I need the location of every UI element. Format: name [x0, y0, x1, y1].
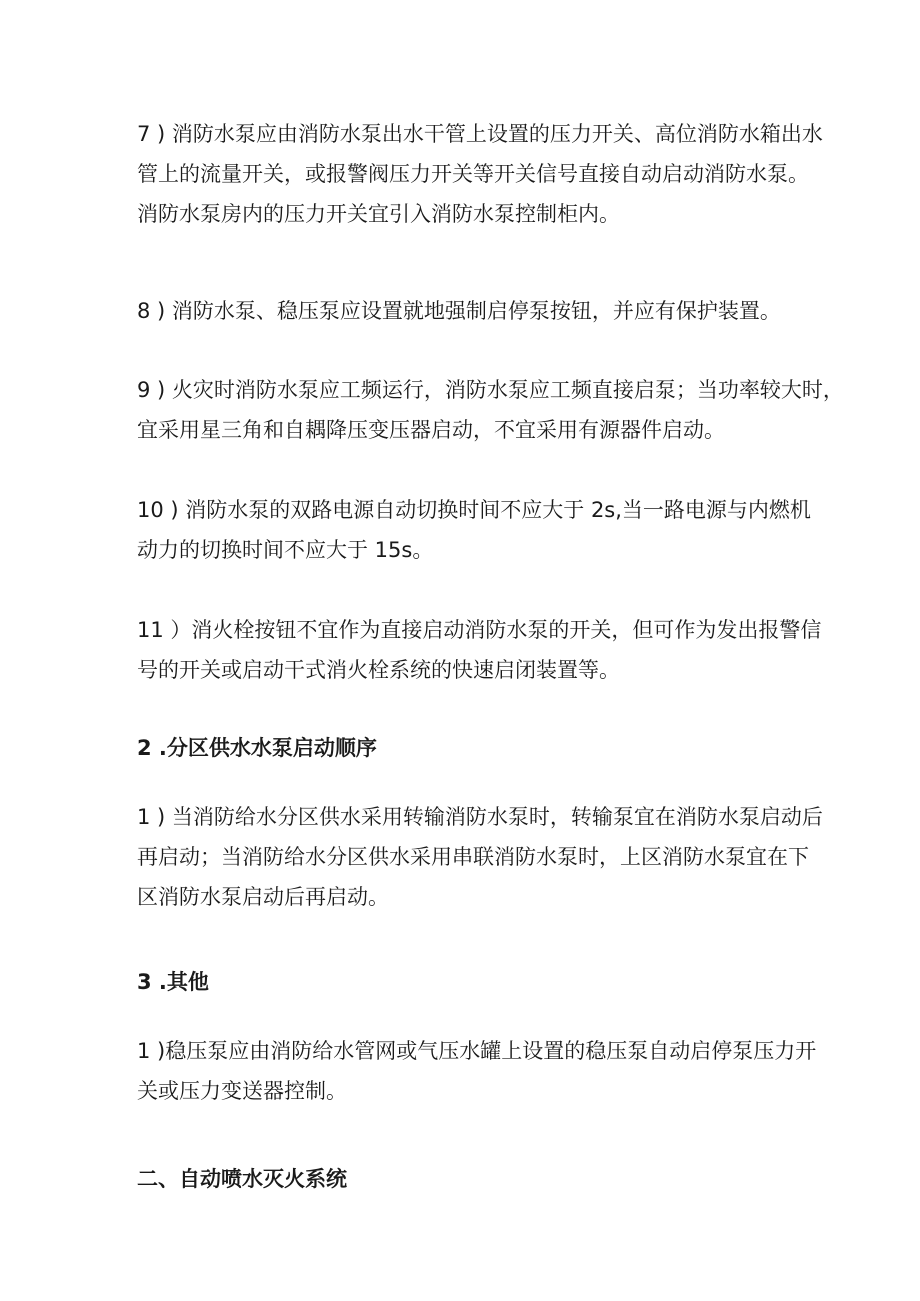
text-line: 1 )稳压泵应由消防给水管网或气压水罐上设置的稳压泵自动启停泵压力开	[137, 1039, 817, 1063]
section-heading-sprinkler	[137, 1159, 797, 1199]
text-line: 管上的流量开关，或报警阀压力开关等开关信号直接自动启动消防水泵。	[137, 162, 809, 186]
heading-text: 2 .分区供水水泵启动顺序	[137, 736, 377, 760]
section-heading-2	[137, 728, 797, 768]
text-line: 宜采用星三角和自耦降压变压器启动，不宜采用有源器件启动。	[137, 418, 725, 442]
text-line: 9 ) 火灾时消防水泵应工频运行，消防水泵应工频直接启泵；当功率较大时，	[137, 378, 844, 402]
paragraph-item-8	[137, 291, 797, 331]
text-line: 动力的切换时间不应大于 15s。	[137, 538, 434, 562]
text-line: 消防水泵房内的压力开关宜引入消防水泵控制柜内。	[137, 202, 620, 226]
paragraph-zoned-supply	[137, 797, 823, 917]
text-line: 7 ) 消防水泵应由消防水泵出水干管上设置的压力开关、高位消防水箱出水	[137, 122, 823, 146]
text-line: 关或压力变送器控制。	[137, 1079, 347, 1103]
section-heading-3	[137, 962, 797, 1002]
paragraph-item-10	[137, 490, 811, 570]
text-line: 10 ) 消防水泵的双路电源自动切换时间不应大于 2s,当一路电源与内燃机	[137, 498, 811, 522]
paragraph-item-9	[137, 370, 844, 450]
heading-text: 二、自动喷水灭火系统	[137, 1167, 347, 1191]
paragraph-item-7	[137, 114, 823, 234]
text-line: 8 ) 消防水泵、稳压泵应设置就地强制启停泵按钮，并应有保护装置。	[137, 299, 781, 323]
text-line: 再启动；当消防给水分区供水采用串联消防水泵时，上区消防水泵宜在下	[137, 845, 809, 869]
heading-text: 3 .其他	[137, 970, 209, 994]
text-line: 区消防水泵启动后再启动。	[137, 885, 389, 909]
text-line: 11 ）消火栓按钮不宜作为直接启动消防水泵的开关，但可作为发出报警信	[137, 618, 822, 642]
text-line: 号的开关或启动干式消火栓系统的快速启闭装置等。	[137, 658, 620, 682]
paragraph-pressure-pump	[137, 1031, 817, 1111]
text-line: 1 ) 当消防给水分区供水采用转输消防水泵时，转输泵宜在消防水泵启动后	[137, 805, 823, 829]
paragraph-item-11	[137, 610, 822, 690]
